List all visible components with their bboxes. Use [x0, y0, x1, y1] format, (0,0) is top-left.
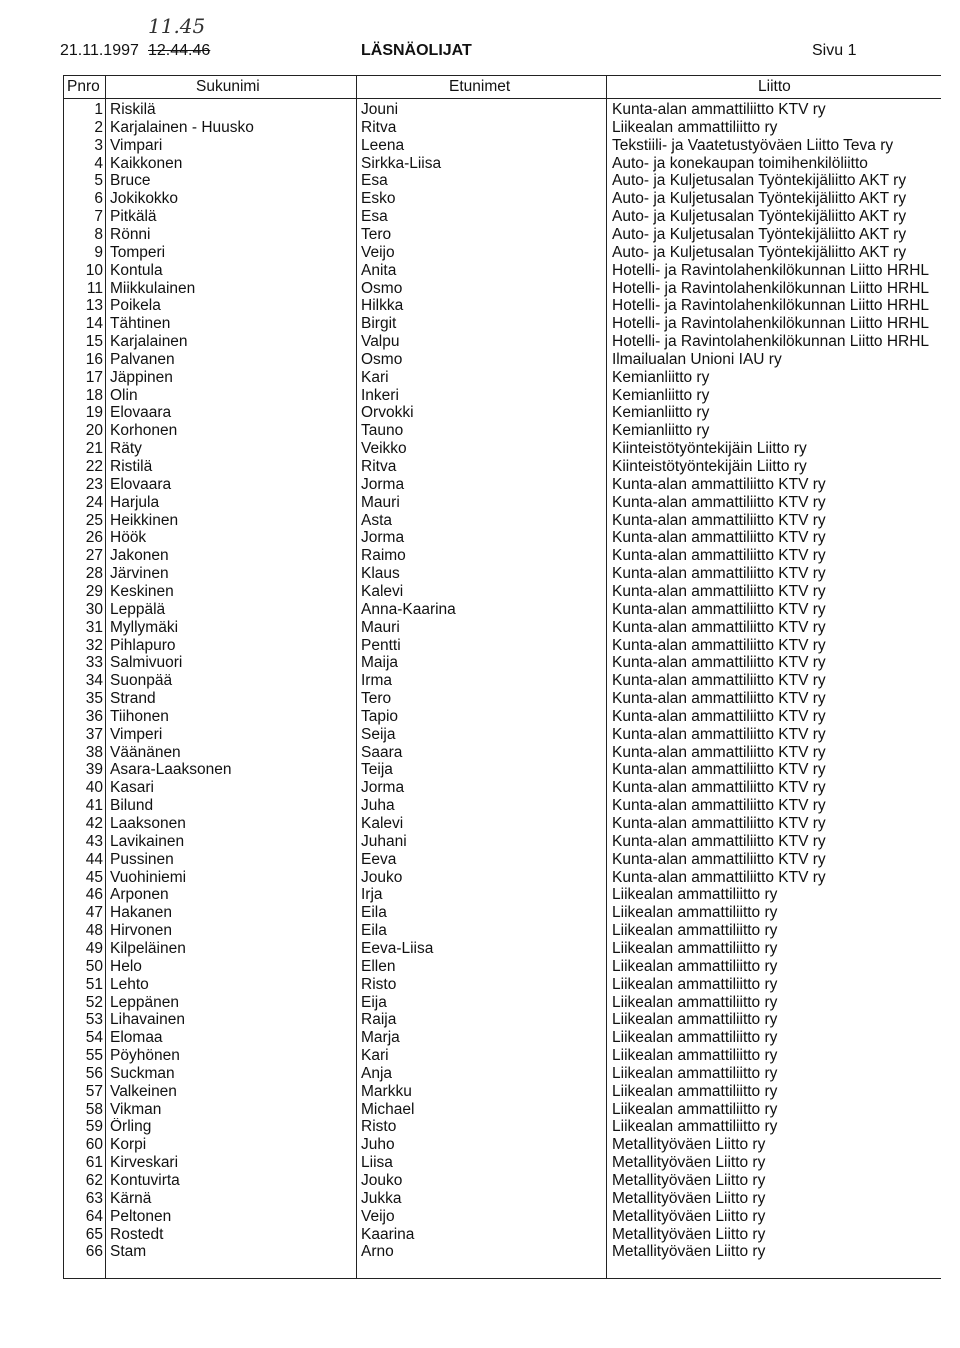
row-number: 46 — [85, 886, 103, 904]
row-union: Liikealan ammattiliitto ry — [612, 1082, 778, 1100]
row-firstname: Irma — [361, 672, 392, 690]
row-surname: Vuohiniemi — [110, 868, 187, 886]
row-surname: Olin — [110, 386, 138, 404]
row-number: 55 — [85, 1047, 103, 1065]
row-number: 39 — [85, 761, 103, 779]
row-surname: Arponen — [110, 886, 169, 904]
row-union: Liikealan ammattiliitto ry — [612, 1118, 778, 1136]
row-number: 37 — [85, 725, 103, 743]
row-surname: Peltonen — [110, 1207, 172, 1225]
row-firstname: Raimo — [361, 547, 406, 565]
row-surname: Jakonen — [110, 547, 169, 565]
row-union: Kemianliitto ry — [612, 386, 710, 404]
row-firstname: Risto — [361, 1118, 397, 1136]
row-surname: Pöyhönen — [110, 1047, 180, 1065]
row-number: 15 — [85, 333, 103, 351]
row-union: Metallityöväen Liitto ry — [612, 1243, 766, 1261]
row-firstname: Kalevi — [361, 815, 404, 832]
row-firstname: Veikko — [361, 440, 407, 458]
row-union: Metallityöväen Liitto ry — [612, 1207, 766, 1225]
row-number: 42 — [85, 815, 103, 832]
row-union: Kunta-alan ammattiliitto KTV ry — [612, 690, 826, 708]
row-number: 10 — [85, 261, 103, 279]
row-number: 48 — [85, 922, 103, 940]
row-number: 33 — [85, 654, 103, 672]
row-firstname: Juhani — [361, 832, 407, 850]
row-union: Kunta-alan ammattiliitto KTV ry — [612, 743, 826, 761]
row-firstname: Juho — [361, 1136, 395, 1154]
row-firstname: Liisa — [361, 1154, 393, 1172]
row-union: Kunta-alan ammattiliitto KTV ry — [612, 815, 826, 832]
row-union: Kunta-alan ammattiliitto KTV ry — [612, 779, 826, 797]
row-surname: Bruce — [110, 172, 151, 190]
row-surname: Salmivuori — [110, 654, 183, 672]
row-firstname: Kari — [361, 368, 389, 386]
row-union: Kemianliitto ry — [612, 404, 710, 422]
row-surname: Heikkinen — [110, 511, 179, 529]
row-union: Liikealan ammattiliitto ry — [612, 1047, 778, 1065]
row-surname: Suckman — [110, 1064, 175, 1082]
row-firstname: Markku — [361, 1082, 412, 1100]
row-firstname: Anita — [361, 261, 397, 279]
row-firstname: Ritva — [361, 118, 397, 136]
row-number: 52 — [85, 993, 103, 1011]
row-firstname: Leena — [361, 136, 405, 154]
row-number: 53 — [85, 1011, 103, 1029]
row-union: Kunta-alan ammattiliitto KTV ry — [612, 493, 826, 511]
print-time: 12.44.46 — [148, 42, 211, 59]
row-firstname: Jorma — [361, 529, 405, 547]
row-surname: Harjula — [110, 493, 160, 511]
row-number: 63 — [85, 1189, 103, 1207]
row-firstname: Raija — [361, 1011, 397, 1029]
row-surname: Tiihonen — [110, 707, 169, 725]
row-firstname: Pentti — [361, 636, 401, 654]
row-firstname: Jukka — [361, 1189, 402, 1207]
row-number: 28 — [85, 565, 103, 583]
row-union: Hotelli- ja Ravintolahenkilökunnan Liitto HRHL — [612, 261, 930, 279]
row-number: 50 — [85, 957, 103, 975]
row-firstname: Juha — [361, 797, 395, 815]
row-number: 64 — [85, 1207, 103, 1225]
row-number: 34 — [85, 672, 103, 690]
header-bottom-border — [63, 98, 941, 99]
row-union: Kunta-alan ammattiliitto KTV ry — [612, 761, 826, 779]
row-firstname: Klaus — [361, 565, 400, 583]
row-union: Kunta-alan ammattiliitto KTV ry — [612, 101, 826, 118]
row-surname: Kärnä — [110, 1189, 152, 1207]
column-header-pnro: Pnro — [67, 78, 100, 95]
row-union: Hotelli- ja Ravintolahenkilökunnan Liitto HRHL — [612, 315, 930, 333]
row-number: 27 — [85, 547, 103, 565]
row-firstname: Maija — [361, 654, 399, 672]
row-union: Kunta-alan ammattiliitto KTV ry — [612, 565, 826, 583]
row-surname: Asara-Laaksonen — [110, 761, 232, 779]
row-union: Kiinteistötyöntekijäin Liitto ry — [612, 440, 807, 458]
row-firstname: Jouko — [361, 868, 403, 886]
row-union: Kunta-alan ammattiliitto KTV ry — [612, 672, 826, 690]
row-firstname: Tauno — [361, 422, 404, 440]
row-surname: Väänänen — [110, 743, 181, 761]
row-union: Kunta-alan ammattiliitto KTV ry — [612, 618, 826, 636]
row-surname: Järvinen — [110, 565, 169, 583]
row-union: Liikealan ammattiliitto ry — [612, 886, 778, 904]
row-number: 57 — [85, 1082, 103, 1100]
row-firstname: Eija — [361, 993, 387, 1011]
row-firstname: Esa — [361, 172, 388, 190]
row-surname: Riskilä — [110, 101, 156, 118]
row-number: 1 — [94, 101, 103, 118]
attendee-table — [63, 75, 941, 1279]
row-number: 31 — [85, 618, 103, 636]
column-header-etunimet: Etunimet — [449, 78, 511, 95]
row-surname: Örling — [110, 1118, 152, 1136]
row-surname: Leppälä — [110, 600, 166, 618]
row-number: 35 — [85, 690, 103, 708]
row-surname: Lihavainen — [110, 1011, 185, 1029]
row-surname: Jokikokko — [110, 190, 179, 208]
row-number: 49 — [85, 939, 103, 957]
row-number: 22 — [85, 458, 103, 475]
row-firstname: Seija — [361, 725, 396, 743]
page-number: Sivu 1 — [812, 42, 857, 59]
row-union: Metallityöväen Liitto ry — [612, 1172, 766, 1189]
row-number: 54 — [85, 1029, 103, 1047]
row-union: Liikealan ammattiliitto ry — [612, 957, 778, 975]
row-surname: Elovaara — [110, 475, 172, 493]
print-date: 21.11.1997 — [60, 42, 139, 59]
row-number: 4 — [94, 154, 103, 172]
row-number: 47 — [85, 904, 103, 922]
row-union: Hotelli- ja Ravintolahenkilökunnan Liitto HRHL — [612, 297, 930, 315]
row-number: 24 — [85, 493, 103, 511]
row-number: 9 — [94, 243, 103, 261]
row-surname: Vimperi — [110, 725, 163, 743]
row-number: 5 — [94, 172, 103, 190]
row-union: Kunta-alan ammattiliitto KTV ry — [612, 600, 826, 618]
row-firstname: Eeva — [361, 850, 397, 868]
row-union: Liikealan ammattiliitto ry — [612, 1100, 778, 1118]
row-union: Kunta-alan ammattiliitto KTV ry — [612, 654, 826, 672]
row-number: 16 — [85, 350, 103, 368]
row-surname: Valkeinen — [110, 1082, 177, 1100]
row-firstname: Jouni — [361, 101, 399, 118]
row-union: Kunta-alan ammattiliitto KTV ry — [612, 475, 826, 493]
row-number: 36 — [85, 707, 103, 725]
row-number: 17 — [85, 368, 103, 386]
row-union: Hotelli- ja Ravintolahenkilökunnan Liitto HRHL — [612, 279, 930, 297]
row-surname: Korpi — [110, 1136, 147, 1154]
row-union: Auto- ja Kuljetusalan Työntekijäliitto AKT ry — [612, 225, 907, 243]
row-firstname: Kalevi — [361, 582, 404, 600]
row-firstname: Saara — [361, 743, 403, 761]
row-number: 6 — [94, 190, 103, 208]
row-union: Metallityöväen Liitto ry — [612, 1189, 766, 1207]
row-surname: Palvanen — [110, 350, 175, 368]
row-union: Liikealan ammattiliitto ry — [612, 904, 778, 922]
row-union: Kunta-alan ammattiliitto KTV ry — [612, 868, 826, 886]
row-number: 20 — [85, 422, 103, 440]
row-surname: Kaikkonen — [110, 154, 183, 172]
row-surname: Lavikainen — [110, 832, 185, 850]
row-firstname: Eila — [361, 904, 387, 922]
row-union: Liikealan ammattiliitto ry — [612, 118, 778, 136]
row-surname: Keskinen — [110, 582, 174, 600]
row-surname: Bilund — [110, 797, 154, 815]
row-union: Liikealan ammattiliitto ry — [612, 993, 778, 1011]
row-surname: Pussinen — [110, 850, 174, 868]
row-number: 66 — [85, 1243, 103, 1261]
row-number: 29 — [85, 582, 103, 600]
row-union: Kunta-alan ammattiliitto KTV ry — [612, 797, 826, 815]
row-firstname: Asta — [361, 511, 393, 529]
row-firstname: Teija — [361, 761, 393, 779]
row-surname: Jäppinen — [110, 368, 173, 386]
row-surname: Leppänen — [110, 993, 179, 1011]
row-surname: Rostedt — [110, 1225, 164, 1243]
row-surname: Kasari — [110, 779, 154, 797]
row-union: Kunta-alan ammattiliitto KTV ry — [612, 636, 826, 654]
row-firstname: Veijo — [361, 243, 395, 261]
row-firstname: Arno — [361, 1243, 394, 1261]
row-surname: Laaksonen — [110, 815, 186, 832]
row-surname: Stam — [110, 1243, 147, 1261]
row-surname: Karjalainen - Huusko — [110, 118, 254, 136]
row-union: Ilmailualan Unioni IAU ry — [612, 350, 782, 368]
row-number: 43 — [85, 832, 103, 850]
row-firstname: Jorma — [361, 475, 405, 493]
row-union: Liikealan ammattiliitto ry — [612, 922, 778, 940]
row-firstname: Eeva-Liisa — [361, 939, 434, 957]
row-surname: Vimpari — [110, 136, 163, 154]
row-firstname: Michael — [361, 1100, 415, 1118]
row-surname: Poikela — [110, 297, 161, 315]
row-union: Kunta-alan ammattiliitto KTV ry — [612, 707, 826, 725]
row-surname: Rönni — [110, 225, 151, 243]
row-surname: Pihlapuro — [110, 636, 176, 654]
row-number: 32 — [85, 636, 103, 654]
page-title: LÄSNÄOLIJAT — [361, 42, 472, 59]
row-number: 18 — [85, 386, 103, 404]
row-number: 44 — [85, 850, 103, 868]
row-firstname: Eila — [361, 922, 387, 940]
row-surname: Hirvonen — [110, 922, 173, 940]
row-surname: Hakanen — [110, 904, 173, 922]
row-number: 13 — [85, 297, 103, 315]
row-firstname: Mauri — [361, 618, 400, 636]
row-number: 62 — [85, 1172, 103, 1189]
table-bottom-border — [63, 1278, 941, 1279]
row-firstname: Orvokki — [361, 404, 414, 422]
row-surname: Miikkulainen — [110, 279, 196, 297]
row-number: 38 — [85, 743, 103, 761]
row-surname: Kirveskari — [110, 1154, 179, 1172]
row-union: Kunta-alan ammattiliitto KTV ry — [612, 547, 826, 565]
row-number: 30 — [85, 600, 103, 618]
row-surname: Kontuvirta — [110, 1172, 180, 1189]
row-number: 8 — [94, 225, 103, 243]
row-union: Kunta-alan ammattiliitto KTV ry — [612, 511, 826, 529]
column-header-sukunimi: Sukunimi — [196, 78, 260, 95]
row-number: 41 — [85, 797, 103, 815]
row-firstname: Anna-Kaarina — [361, 600, 456, 618]
row-union: Metallityöväen Liitto ry — [612, 1154, 766, 1172]
row-surname: Räty — [110, 440, 142, 458]
row-union: Liikealan ammattiliitto ry — [612, 975, 778, 993]
row-number: 19 — [85, 404, 103, 422]
row-union: Tekstiili- ja Vaatetustyöväen Liitto Teva ry — [612, 136, 894, 154]
row-surname: Myllymäki — [110, 618, 179, 636]
row-union: Kunta-alan ammattiliitto KTV ry — [612, 832, 826, 850]
row-number: 21 — [85, 440, 103, 458]
row-union: Kemianliitto ry — [612, 422, 710, 440]
column-header-liitto: Liitto — [758, 78, 791, 95]
row-number: 26 — [85, 529, 103, 547]
row-number: 40 — [85, 779, 103, 797]
row-number: 2 — [94, 118, 103, 136]
row-surname: Tomperi — [110, 243, 166, 261]
row-firstname: Mauri — [361, 493, 400, 511]
row-union: Liikealan ammattiliitto ry — [612, 1011, 778, 1029]
row-firstname: Tapio — [361, 707, 399, 725]
row-firstname: Ellen — [361, 957, 396, 975]
column-divider — [606, 75, 607, 1279]
row-surname: Kontula — [110, 261, 163, 279]
handwritten-note: 11.45 — [148, 14, 206, 38]
row-union: Auto- ja konekaupan toimihenkilöliitto — [612, 154, 868, 172]
row-surname: Tähtinen — [110, 315, 171, 333]
row-union: Kunta-alan ammattiliitto KTV ry — [612, 725, 826, 743]
row-number: 61 — [85, 1154, 103, 1172]
row-number: 7 — [94, 208, 103, 226]
row-union: Auto- ja Kuljetusalan Työntekijäliitto AKT ry — [612, 208, 907, 226]
row-firstname: Tero — [361, 690, 392, 708]
row-surname: Strand — [110, 690, 156, 708]
row-firstname: Jorma — [361, 779, 405, 797]
row-surname: Elovaara — [110, 404, 172, 422]
row-number: 51 — [85, 975, 103, 993]
row-surname: Karjalainen — [110, 333, 188, 351]
row-number: 65 — [85, 1225, 103, 1243]
row-number: 11 — [86, 279, 103, 297]
row-firstname: Esko — [361, 190, 396, 208]
row-union: Auto- ja Kuljetusalan Työntekijäliitto AKT ry — [612, 243, 907, 261]
row-union: Liikealan ammattiliitto ry — [612, 939, 778, 957]
row-union: Hotelli- ja Ravintolahenkilökunnan Liitto HRHL — [612, 333, 930, 351]
row-surname: Suonpää — [110, 672, 173, 690]
row-union: Liikealan ammattiliitto ry — [612, 1029, 778, 1047]
row-surname: Pitkälä — [110, 208, 157, 226]
row-surname: Helo — [110, 957, 142, 975]
row-union: Auto- ja Kuljetusalan Työntekijäliitto AKT ry — [612, 172, 907, 190]
row-firstname: Hilkka — [361, 297, 404, 315]
row-union: Metallityöväen Liitto ry — [612, 1136, 766, 1154]
row-number: 58 — [85, 1100, 103, 1118]
row-number: 45 — [85, 868, 103, 886]
row-number: 59 — [85, 1118, 103, 1136]
table-top-border — [63, 75, 941, 76]
row-firstname: Sirkka-Liisa — [361, 154, 442, 172]
row-number: 60 — [85, 1136, 103, 1154]
row-union: Kiinteistötyöntekijäin Liitto ry — [612, 458, 807, 475]
column-divider — [105, 75, 106, 1279]
row-union: Kunta-alan ammattiliitto KTV ry — [612, 529, 826, 547]
row-number: 56 — [85, 1064, 103, 1082]
row-union: Kunta-alan ammattiliitto KTV ry — [612, 582, 826, 600]
row-firstname: Irja — [361, 886, 383, 904]
row-union: Kunta-alan ammattiliitto KTV ry — [612, 850, 826, 868]
row-surname: Elomaa — [110, 1029, 163, 1047]
row-surname: Höök — [110, 529, 147, 547]
row-surname: Ristilä — [110, 458, 153, 475]
row-number: 14 — [85, 315, 103, 333]
row-firstname: Osmo — [361, 279, 403, 297]
row-firstname: Esa — [361, 208, 388, 226]
row-firstname: Kaarina — [361, 1225, 415, 1243]
row-firstname: Osmo — [361, 350, 403, 368]
row-firstname: Valpu — [361, 333, 400, 351]
row-firstname: Marja — [361, 1029, 400, 1047]
row-firstname: Tero — [361, 225, 392, 243]
row-union: Metallityöväen Liitto ry — [612, 1225, 766, 1243]
row-surname: Lehto — [110, 975, 149, 993]
row-firstname: Veijo — [361, 1207, 395, 1225]
row-union: Auto- ja Kuljetusalan Työntekijäliitto AKT ry — [612, 190, 907, 208]
row-firstname: Anja — [361, 1064, 393, 1082]
row-firstname: Kari — [361, 1047, 389, 1065]
row-union: Kemianliitto ry — [612, 368, 710, 386]
row-firstname: Inkeri — [361, 386, 399, 404]
row-surname: Kilpeläinen — [110, 939, 186, 957]
row-number: 25 — [85, 511, 103, 529]
row-surname: Vikman — [110, 1100, 162, 1118]
row-firstname: Risto — [361, 975, 397, 993]
row-firstname: Ritva — [361, 458, 397, 475]
row-number: 23 — [85, 475, 103, 493]
row-surname: Korhonen — [110, 422, 178, 440]
row-firstname: Jouko — [361, 1172, 403, 1189]
row-firstname: Birgit — [361, 315, 397, 333]
row-union: Liikealan ammattiliitto ry — [612, 1064, 778, 1082]
row-number: 3 — [94, 136, 103, 154]
column-divider — [356, 75, 357, 1279]
